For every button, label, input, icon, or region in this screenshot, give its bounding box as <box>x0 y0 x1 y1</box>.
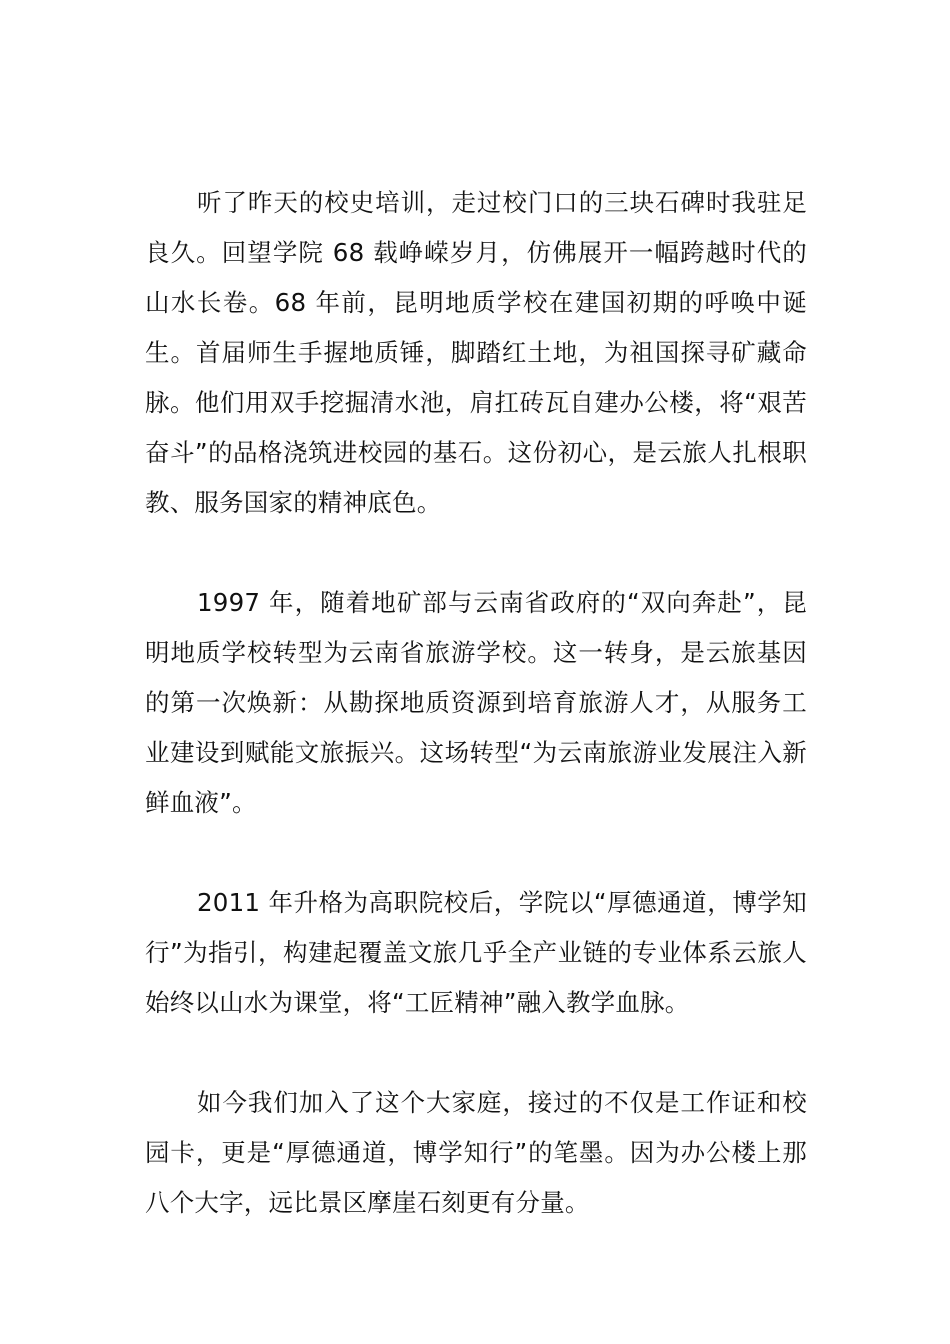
paragraph-4: 如今我们加入了这个大家庭，接过的不仅是工作证和校园卡，更是“厚德通道，博学知行”的笔墨。因为办公楼上那八个大字，远比景区摩崖石刻更有分量。 <box>145 1088 807 1217</box>
paragraph-gap <box>145 1028 807 1078</box>
paragraph-gap <box>145 828 807 878</box>
paragraph-gap <box>145 528 807 578</box>
document-body <box>145 178 807 1228</box>
paragraph-2: 1997 年，随着地矿部与云南省政府的“双向奔赴”，昆明地质学校转型为云南省旅游学校。这一转身，是云旅基因的第一次焕新：从勘探地质资源到培育旅游人才，从服务工业建设到赋能文旅振兴。这场转型“为云南旅游业发展注入新鲜血液”。 <box>145 588 807 817</box>
paragraph-3: 2011 年升格为高职院校后，学院以“厚德通道，博学知行”为指引，构建起覆盖文旅几乎全产业链的专业体系云旅人始终以山水为课堂，将“工匠精神”融入教学血脉。 <box>145 888 807 1017</box>
paragraph-1: 听了昨天的校史培训，走过校门口的三块石碑时我驻足良久。回望学院 68 载峥嵘岁月，仿佛展开一幅跨越时代的山水长卷。68 年前，昆明地质学校在建国初期的呼唤中诞生。首届师生手握地质锤，脚踏红土地，为祖国探寻矿藏命脉。他们用双手挖掘清水池，肩扛砖瓦自建办公楼，将“艰苦奋斗”的品格浇筑进校园的基石。这份初心，是云旅人扎根职教、服务国家的精神底色。 <box>145 188 807 517</box>
